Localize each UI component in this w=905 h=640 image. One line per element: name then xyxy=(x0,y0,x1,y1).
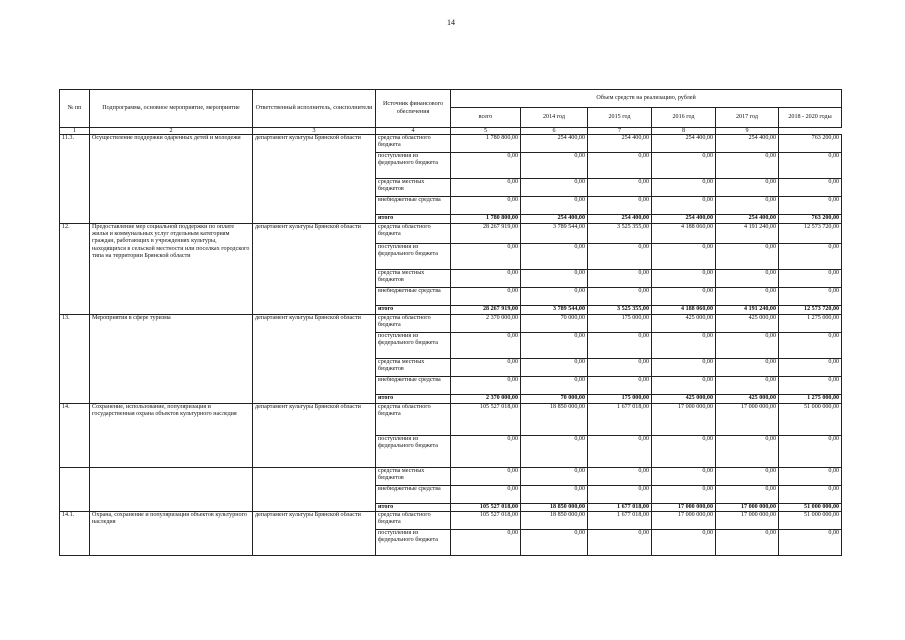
value-cell: 425 000,00 xyxy=(652,395,716,404)
value-cell: 0,00 xyxy=(451,288,521,306)
value-cell: 254 400,00 xyxy=(716,135,779,153)
value-cell: 0,00 xyxy=(521,377,588,395)
value-cell: 18 850 000,00 xyxy=(521,504,588,512)
value-cell: 0,00 xyxy=(588,468,652,486)
item-executor: департамент культуры Брянской области xyxy=(253,135,376,224)
source-label: итого xyxy=(376,504,451,512)
value-cell: 0,00 xyxy=(716,179,779,197)
value-cell: 0,00 xyxy=(451,333,521,359)
page-number: 14 xyxy=(447,18,455,27)
value-cell: 0,00 xyxy=(521,436,588,468)
value-cell: 0,00 xyxy=(451,270,521,288)
value-cell: 12 573 720,00 xyxy=(779,306,842,315)
column-number: 1 xyxy=(60,128,90,135)
value-cell: 0,00 xyxy=(521,359,588,377)
value-cell: 17 000 000,00 xyxy=(716,404,779,436)
value-cell: 0,00 xyxy=(588,244,652,270)
source-label: средства местных бюджетов xyxy=(376,179,451,197)
value-cell: 28 267 919,00 xyxy=(451,306,521,315)
value-cell: 1 780 800,00 xyxy=(451,135,521,153)
value-cell: 0,00 xyxy=(716,377,779,395)
table-row xyxy=(60,135,842,153)
value-cell: 4 188 060,00 xyxy=(652,306,716,315)
value-cell: 17 000 000,00 xyxy=(716,504,779,512)
value-cell: 763 200,00 xyxy=(779,215,842,224)
value-cell: 0,00 xyxy=(652,468,716,486)
item-number: 12. xyxy=(60,224,90,315)
value-cell: 0,00 xyxy=(588,270,652,288)
value-cell: 0,00 xyxy=(652,288,716,306)
value-cell: 0,00 xyxy=(521,179,588,197)
value-cell: 0,00 xyxy=(652,377,716,395)
value-cell: 0,00 xyxy=(521,288,588,306)
item-number: 13. xyxy=(60,315,90,404)
value-cell: 0,00 xyxy=(652,530,716,556)
table-row xyxy=(60,224,842,244)
source-label: итого xyxy=(376,395,451,404)
value-cell: 0,00 xyxy=(588,359,652,377)
value-cell: 0,00 xyxy=(521,270,588,288)
value-cell: 4 188 060,00 xyxy=(652,224,716,244)
value-cell: 1 780 800,00 xyxy=(451,215,521,224)
value-cell: 0,00 xyxy=(451,244,521,270)
header-program: Подпрограмма, основное мероприятие, мероприятие xyxy=(90,90,253,128)
value-cell: 254 400,00 xyxy=(716,215,779,224)
value-cell: 105 527 018,00 xyxy=(451,512,521,530)
value-cell: 0,00 xyxy=(451,530,521,556)
value-cell: 0,00 xyxy=(521,468,588,486)
header-2018-2020: 2018 - 2020 годы xyxy=(779,108,842,128)
source-label: средства областного бюджета xyxy=(376,315,451,333)
value-cell: 105 527 018,00 xyxy=(451,504,521,512)
value-cell: 254 400,00 xyxy=(588,135,652,153)
value-cell: 425 000,00 xyxy=(716,315,779,333)
value-cell: 0,00 xyxy=(451,359,521,377)
value-cell: 0,00 xyxy=(588,288,652,306)
value-cell: 0,00 xyxy=(779,333,842,359)
value-cell: 3 789 544,00 xyxy=(521,306,588,315)
empty-cell xyxy=(253,468,376,512)
source-label: внебюджетные средства xyxy=(376,288,451,306)
source-label: поступления из федерального бюджета xyxy=(376,244,451,270)
source-label: средства местных бюджетов xyxy=(376,270,451,288)
value-cell: 0,00 xyxy=(779,179,842,197)
value-cell: 0,00 xyxy=(652,436,716,468)
column-number: 7 xyxy=(588,128,652,135)
value-cell: 3 525 355,00 xyxy=(588,224,652,244)
value-cell: 0,00 xyxy=(716,530,779,556)
value-cell: 0,00 xyxy=(716,288,779,306)
value-cell: 1 677 018,00 xyxy=(588,504,652,512)
item-executor: департамент культуры Брянской области xyxy=(253,315,376,404)
header-source: Источник финансового обеспечения xyxy=(376,90,451,128)
value-cell: 12 573 720,00 xyxy=(779,224,842,244)
value-cell: 0,00 xyxy=(716,244,779,270)
value-cell: 254 400,00 xyxy=(652,215,716,224)
empty-cell xyxy=(60,468,90,512)
value-cell: 17 000 000,00 xyxy=(652,504,716,512)
value-cell: 0,00 xyxy=(779,468,842,486)
value-cell: 0,00 xyxy=(521,197,588,215)
value-cell: 0,00 xyxy=(652,197,716,215)
value-cell: 0,00 xyxy=(652,153,716,179)
value-cell: 0,00 xyxy=(588,333,652,359)
value-cell: 0,00 xyxy=(451,436,521,468)
value-cell: 425 000,00 xyxy=(716,395,779,404)
value-cell: 0,00 xyxy=(588,179,652,197)
header-total: всего xyxy=(451,108,521,128)
value-cell: 0,00 xyxy=(779,288,842,306)
table-header xyxy=(60,90,842,135)
source-label: внебюджетные средства xyxy=(376,377,451,395)
value-cell: 2 370 000,00 xyxy=(451,395,521,404)
value-cell: 0,00 xyxy=(716,153,779,179)
value-cell: 1 677 018,00 xyxy=(588,404,652,436)
value-cell: 0,00 xyxy=(779,377,842,395)
value-cell: 0,00 xyxy=(779,270,842,288)
value-cell: 0,00 xyxy=(716,436,779,468)
column-number: 4 xyxy=(376,128,451,135)
value-cell: 0,00 xyxy=(652,486,716,504)
value-cell: 17 000 000,00 xyxy=(652,404,716,436)
value-cell: 0,00 xyxy=(521,244,588,270)
value-cell: 3 789 544,00 xyxy=(521,224,588,244)
source-label: средства областного бюджета xyxy=(376,404,451,436)
source-label: средства областного бюджета xyxy=(376,135,451,153)
value-cell: 0,00 xyxy=(652,333,716,359)
value-cell: 0,00 xyxy=(451,377,521,395)
value-cell: 763 200,00 xyxy=(779,135,842,153)
table-row xyxy=(60,404,842,436)
item-executor: департамент культуры Брянской области xyxy=(253,512,376,556)
value-cell: 0,00 xyxy=(779,530,842,556)
value-cell: 0,00 xyxy=(451,179,521,197)
value-cell: 254 400,00 xyxy=(521,135,588,153)
value-cell: 51 000 000,00 xyxy=(779,504,842,512)
value-cell: 0,00 xyxy=(779,197,842,215)
value-cell: 175 000,00 xyxy=(588,315,652,333)
value-cell: 17 000 000,00 xyxy=(652,512,716,530)
budget-table xyxy=(59,89,842,556)
source-label: поступления из федерального бюджета xyxy=(376,333,451,359)
value-cell: 18 850 000,00 xyxy=(521,404,588,436)
source-label: поступления из федерального бюджета xyxy=(376,436,451,468)
item-title: Предоставление мер социальной поддержки по оплате жилья и коммунальных услуг отдельным категориям граждан, работающих в учреждениях культуры, находящихся в сельской местности или поселках городского типа на территории Брянской области xyxy=(90,224,253,315)
value-cell: 0,00 xyxy=(716,333,779,359)
value-cell: 254 400,00 xyxy=(521,215,588,224)
item-title: Мероприятия в сфере туризма xyxy=(90,315,253,404)
value-cell: 0,00 xyxy=(588,436,652,468)
column-number: 2 xyxy=(90,128,253,135)
value-cell: 0,00 xyxy=(521,530,588,556)
value-cell: 0,00 xyxy=(779,486,842,504)
column-number: 8 xyxy=(652,128,716,135)
value-cell: 1 275 000,00 xyxy=(779,395,842,404)
column-number: 6 xyxy=(521,128,588,135)
value-cell: 3 525 355,00 xyxy=(588,306,652,315)
column-number: 5 xyxy=(451,128,521,135)
value-cell: 51 000 000,00 xyxy=(779,512,842,530)
value-cell: 0,00 xyxy=(716,270,779,288)
value-cell: 4 191 240,00 xyxy=(716,306,779,315)
header-2015: 2015 год xyxy=(588,108,652,128)
value-cell: 4 191 240,00 xyxy=(716,224,779,244)
value-cell: 254 400,00 xyxy=(588,215,652,224)
value-cell: 0,00 xyxy=(779,244,842,270)
value-cell: 0,00 xyxy=(652,179,716,197)
value-cell: 0,00 xyxy=(716,468,779,486)
table-row xyxy=(60,468,842,486)
source-label: внебюджетные средства xyxy=(376,197,451,215)
header-2017: 2017 год xyxy=(716,108,779,128)
column-number-row xyxy=(60,128,842,135)
value-cell: 0,00 xyxy=(716,486,779,504)
value-cell: 0,00 xyxy=(521,333,588,359)
column-number: 3 xyxy=(253,128,376,135)
item-number: 14.1. xyxy=(60,512,90,556)
item-title: Охрана, сохранение и популяризация объектов культурного наследия xyxy=(90,512,253,556)
header-executor: Ответственный исполнитель, соисполнители xyxy=(253,90,376,128)
source-label: поступления из федерального бюджета xyxy=(376,530,451,556)
value-cell: 254 400,00 xyxy=(652,135,716,153)
value-cell: 105 527 018,00 xyxy=(451,404,521,436)
value-cell: 70 000,00 xyxy=(521,315,588,333)
value-cell: 0,00 xyxy=(652,359,716,377)
item-executor: департамент культуры Брянской области xyxy=(253,224,376,315)
header-num: № пп xyxy=(60,90,90,128)
source-label: итого xyxy=(376,215,451,224)
table-row xyxy=(60,315,842,333)
value-cell: 0,00 xyxy=(779,436,842,468)
item-number: 11.3. xyxy=(60,135,90,224)
value-cell: 0,00 xyxy=(521,153,588,179)
value-cell: 0,00 xyxy=(451,153,521,179)
table-row xyxy=(60,512,842,530)
value-cell: 2 370 000,00 xyxy=(451,315,521,333)
value-cell: 0,00 xyxy=(451,197,521,215)
value-cell: 0,00 xyxy=(451,486,521,504)
value-cell: 17 000 000,00 xyxy=(716,512,779,530)
item-executor: департамент культуры Брянской области xyxy=(253,404,376,468)
header-2016: 2016 год xyxy=(652,108,716,128)
source-label: внебюджетные средства xyxy=(376,486,451,504)
item-title: Сохранение, использование, популяризация и государственная охрана объектов культурного наследия xyxy=(90,404,253,468)
source-label: итого xyxy=(376,306,451,315)
value-cell: 0,00 xyxy=(588,377,652,395)
value-cell: 0,00 xyxy=(588,530,652,556)
value-cell: 0,00 xyxy=(521,486,588,504)
value-cell: 0,00 xyxy=(588,197,652,215)
value-cell: 0,00 xyxy=(716,197,779,215)
source-label: средства областного бюджета xyxy=(376,224,451,244)
column-number: 9 xyxy=(716,128,779,135)
value-cell: 175 000,00 xyxy=(588,395,652,404)
value-cell: 425 000,00 xyxy=(652,315,716,333)
value-cell: 0,00 xyxy=(779,153,842,179)
source-label: средства местных бюджетов xyxy=(376,359,451,377)
item-title: Осуществление поддержки одаренных детей и молодежи xyxy=(90,135,253,224)
value-cell: 28 267 919,00 xyxy=(451,224,521,244)
source-label: средства местных бюджетов xyxy=(376,468,451,486)
empty-cell xyxy=(90,468,253,512)
header-volume: Объем средств на реализацию, рублей xyxy=(451,90,842,108)
value-cell: 0,00 xyxy=(716,359,779,377)
value-cell: 51 000 000,00 xyxy=(779,404,842,436)
value-cell: 70 000,00 xyxy=(521,395,588,404)
value-cell: 1 275 000,00 xyxy=(779,315,842,333)
table-body xyxy=(60,135,842,556)
value-cell: 0,00 xyxy=(451,468,521,486)
item-number: 14. xyxy=(60,404,90,468)
value-cell: 18 850 000,00 xyxy=(521,512,588,530)
value-cell: 1 677 018,00 xyxy=(588,512,652,530)
value-cell: 0,00 xyxy=(779,359,842,377)
source-label: средства областного бюджета xyxy=(376,512,451,530)
source-label: поступления из федерального бюджета xyxy=(376,153,451,179)
value-cell: 0,00 xyxy=(652,244,716,270)
header-2014: 2014 год xyxy=(521,108,588,128)
value-cell: 0,00 xyxy=(652,270,716,288)
value-cell: 0,00 xyxy=(588,486,652,504)
value-cell: 0,00 xyxy=(588,153,652,179)
